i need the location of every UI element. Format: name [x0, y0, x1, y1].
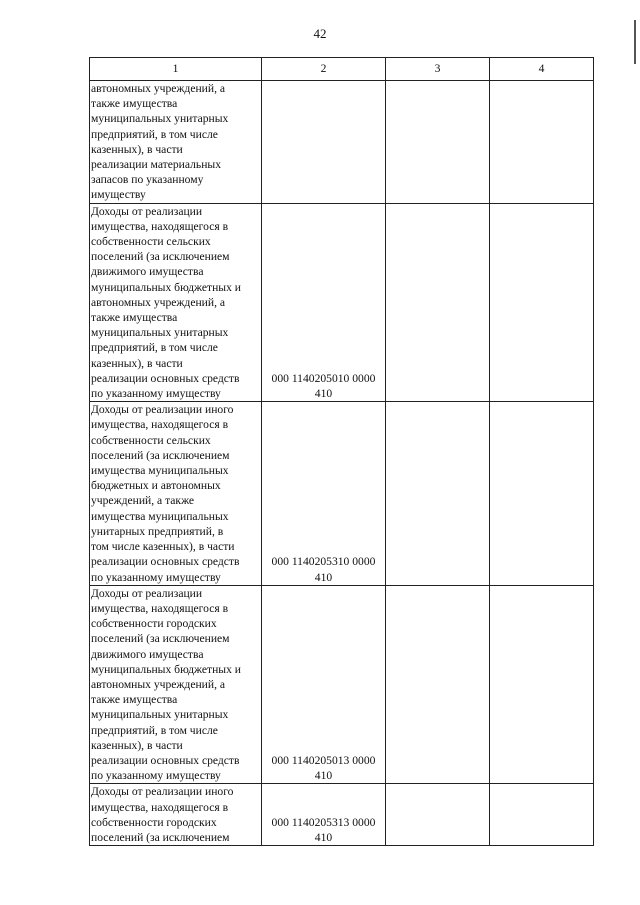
- row-description: Доходы от реализации иного имущества, находящегося в собственности сельских поселений (за исключением имущества муниципальных бюджетных и автономных учреждений, а также имущества муниципальных унитарных предприятий, в том числе казенных), в части реализации основных средств по указанному имуществу: [90, 402, 262, 585]
- row-code: [262, 203, 386, 402]
- row-description: Доходы от реализации имущества, находящегося в собственности городских поселений (за исключением движимого имущества муниципальных бюджетных и автономных учреждений, а также имущества муниципальных унитарных предприятий, в том числе казенных), в части реализации основных средств по указанному имуществу: [90, 585, 262, 784]
- header-cell-2: 2: [262, 58, 386, 81]
- scan-edge-mark: [634, 20, 636, 64]
- table-row: [90, 81, 594, 204]
- table-row: [90, 585, 594, 784]
- row-code: [262, 402, 386, 585]
- revenue-table: [89, 57, 594, 846]
- row-col3: [386, 402, 490, 585]
- row-description: Доходы от реализации иного имущества, находящегося в собственности городских поселений (за исключением: [90, 784, 262, 846]
- row-col3: [386, 81, 490, 204]
- header-cell-3: 3: [386, 58, 490, 81]
- row-description: Доходы от реализации имущества, находящегося в собственности сельских поселений (за исключением движимого имущества муниципальных бюджетных и автономных учреждений, а также имущества муниципальных унитарных предприятий, в том числе казенных), в части реализации основных средств по указанному имуществу: [90, 203, 262, 402]
- row-col4: [490, 402, 594, 585]
- table-header-row: [90, 58, 594, 81]
- row-description: автономных учреждений, а также имущества муниципальных унитарных предприятий, в том числе казенных), в части реализации материальных запасов по указанному имуществу: [90, 81, 262, 204]
- table-row: [90, 402, 594, 585]
- row-col4: [490, 784, 594, 846]
- row-code-text: 000 1140205010 0000 410: [271, 371, 376, 401]
- row-col4: [490, 81, 594, 204]
- row-code-text: 000 1140205013 0000 410: [271, 753, 376, 783]
- row-code: [262, 784, 386, 846]
- table-row: [90, 203, 594, 402]
- page-number: 42: [313, 26, 327, 41]
- table-row: [90, 784, 594, 846]
- header-cell-1: 1: [90, 58, 262, 81]
- row-code-text: 000 1140205310 0000 410: [271, 555, 376, 584]
- row-code-text: 000 1140205313 0000 410: [271, 815, 376, 844]
- row-col4: [490, 203, 594, 402]
- header-cell-4: 4: [490, 58, 594, 81]
- row-col3: [386, 203, 490, 402]
- row-code: [262, 81, 386, 204]
- row-col3: [386, 784, 490, 846]
- row-col3: [386, 585, 490, 784]
- row-code: [262, 585, 386, 784]
- row-col4: [490, 585, 594, 784]
